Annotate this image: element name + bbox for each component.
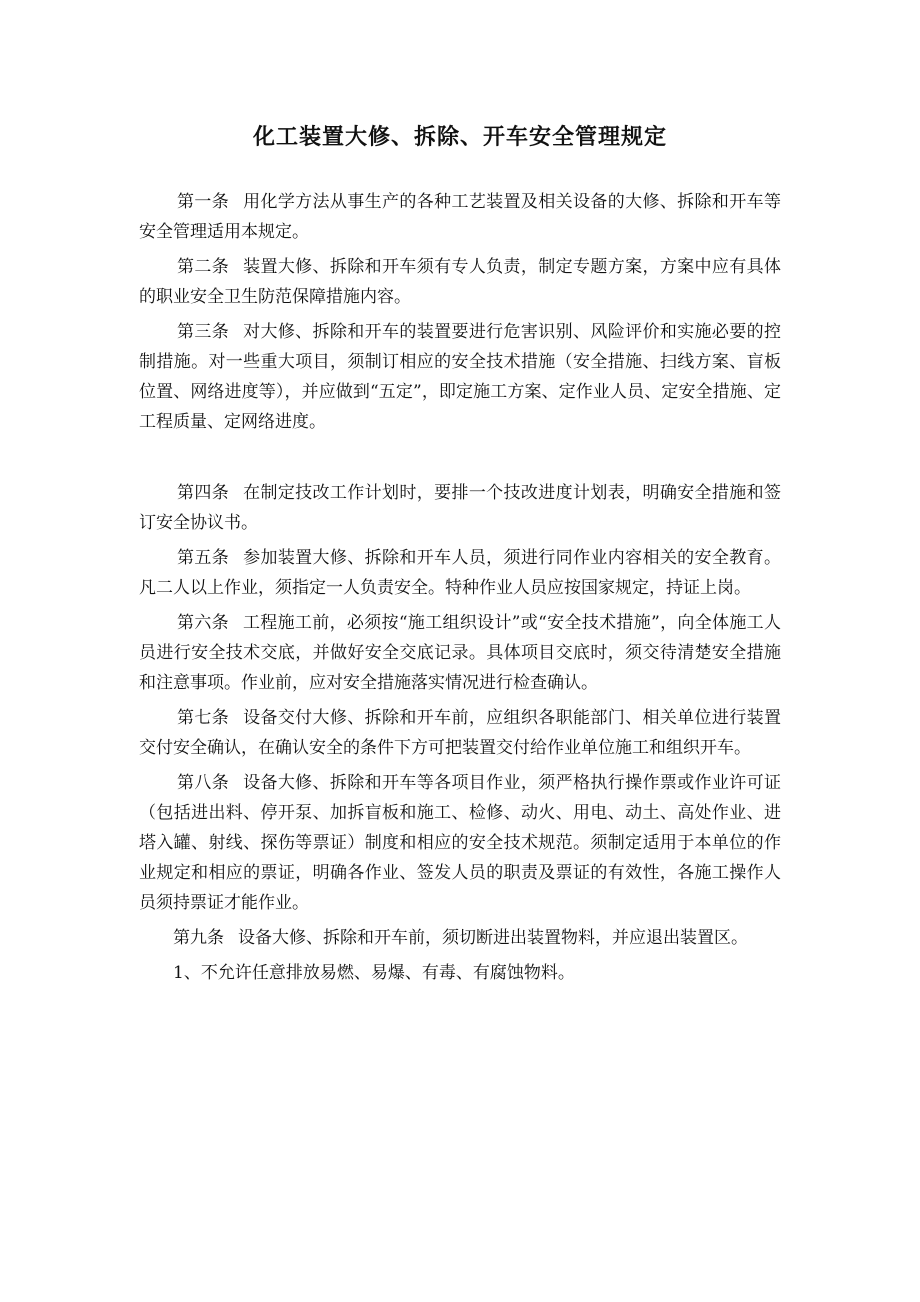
article-9	[139, 923, 781, 953]
article-1	[139, 187, 781, 247]
article-2	[139, 252, 781, 312]
article-8	[139, 768, 781, 918]
list-item: 1、不允许任意排放易燃、易爆、有毒、有腐蚀物料。	[173, 963, 575, 983]
article-label: 第四条	[177, 483, 230, 503]
article-6	[139, 608, 781, 698]
article-text: 对大修、拆除和开车的装置要进行危害识别、风险评价和实施必要的控制措施。对一些重大项目，须制订相应的安全技术措施（安全措施、扫线方案、盲板位置、网络进度等），并应做到“五定”，即定施工方案、定作业人员、定安全措施、定工程质量、定网络进度。	[139, 322, 782, 432]
article-4	[139, 478, 781, 538]
article-label: 第八条	[177, 773, 230, 793]
article-label: 第六条	[177, 613, 229, 633]
article-label: 第九条	[173, 928, 224, 948]
document-title: 化工装置大修、拆除、开车安全管理规定	[252, 124, 667, 150]
article-label: 第一条	[177, 192, 230, 212]
article-label: 第七条	[177, 708, 230, 728]
article-text: 用化学方法从事生产的各种工艺装置及相关设备的大修、拆除和开车等安全管理适用本规定。	[139, 192, 782, 242]
article-text: 工程施工前，必须按“施工组织设计”或“安全技术措施”，向全体施工人员进行安全技术交底，并做好安全交底记录。具体项目交底时，须交待清楚安全措施和注意事项。作业前，应对安全措施落实情况进行检查确认。	[139, 613, 782, 693]
article-text: 参加装置大修、拆除和开车人员，须进行同作业内容相关的安全教育。凡二人以上作业，须指定一人负责安全。特种作业人员应按国家规定，持证上岗。	[139, 548, 782, 598]
article-5	[139, 543, 781, 603]
article-text: 设备大修、拆除和开车等各项目作业，须严格执行操作票或作业许可证（包括进出料、停开泵、加拆盲板和施工、检修、动火、用电、动土、高处作业、进塔入罐、射线、探伤等票证）制度和相应的安全技术规范。须制定适用于本单位的作业规定和相应的票证，明确各作业、签发人员的职责及票证的有效性，各施工操作人员须持票证才能作业。	[139, 773, 782, 913]
article-3	[139, 317, 781, 437]
article-label: 第二条	[177, 257, 230, 277]
article-label: 第五条	[177, 548, 230, 568]
article-text: 装置大修、拆除和开车须有专人负责，制定专题方案，方案中应有具体的职业安全卫生防范保障措施内容。	[139, 257, 782, 307]
article-7	[139, 703, 781, 763]
paragraph-gap	[139, 442, 781, 478]
article-text: 设备大修、拆除和开车前，须切断进出装置物料，并应退出装置区。	[238, 928, 748, 948]
article-label: 第三条	[177, 322, 230, 342]
article-text: 设备交付大修、拆除和开车前，应组织各职能部门、相关单位进行装置交付安全确认，在确认安全的条件下方可把装置交付给作业单位施工和组织开车。	[139, 708, 782, 758]
document-body	[139, 187, 781, 988]
article-text: 在制定技改工作计划时，要排一个技改进度计划表，明确安全措施和签订安全协议书。	[139, 483, 782, 533]
